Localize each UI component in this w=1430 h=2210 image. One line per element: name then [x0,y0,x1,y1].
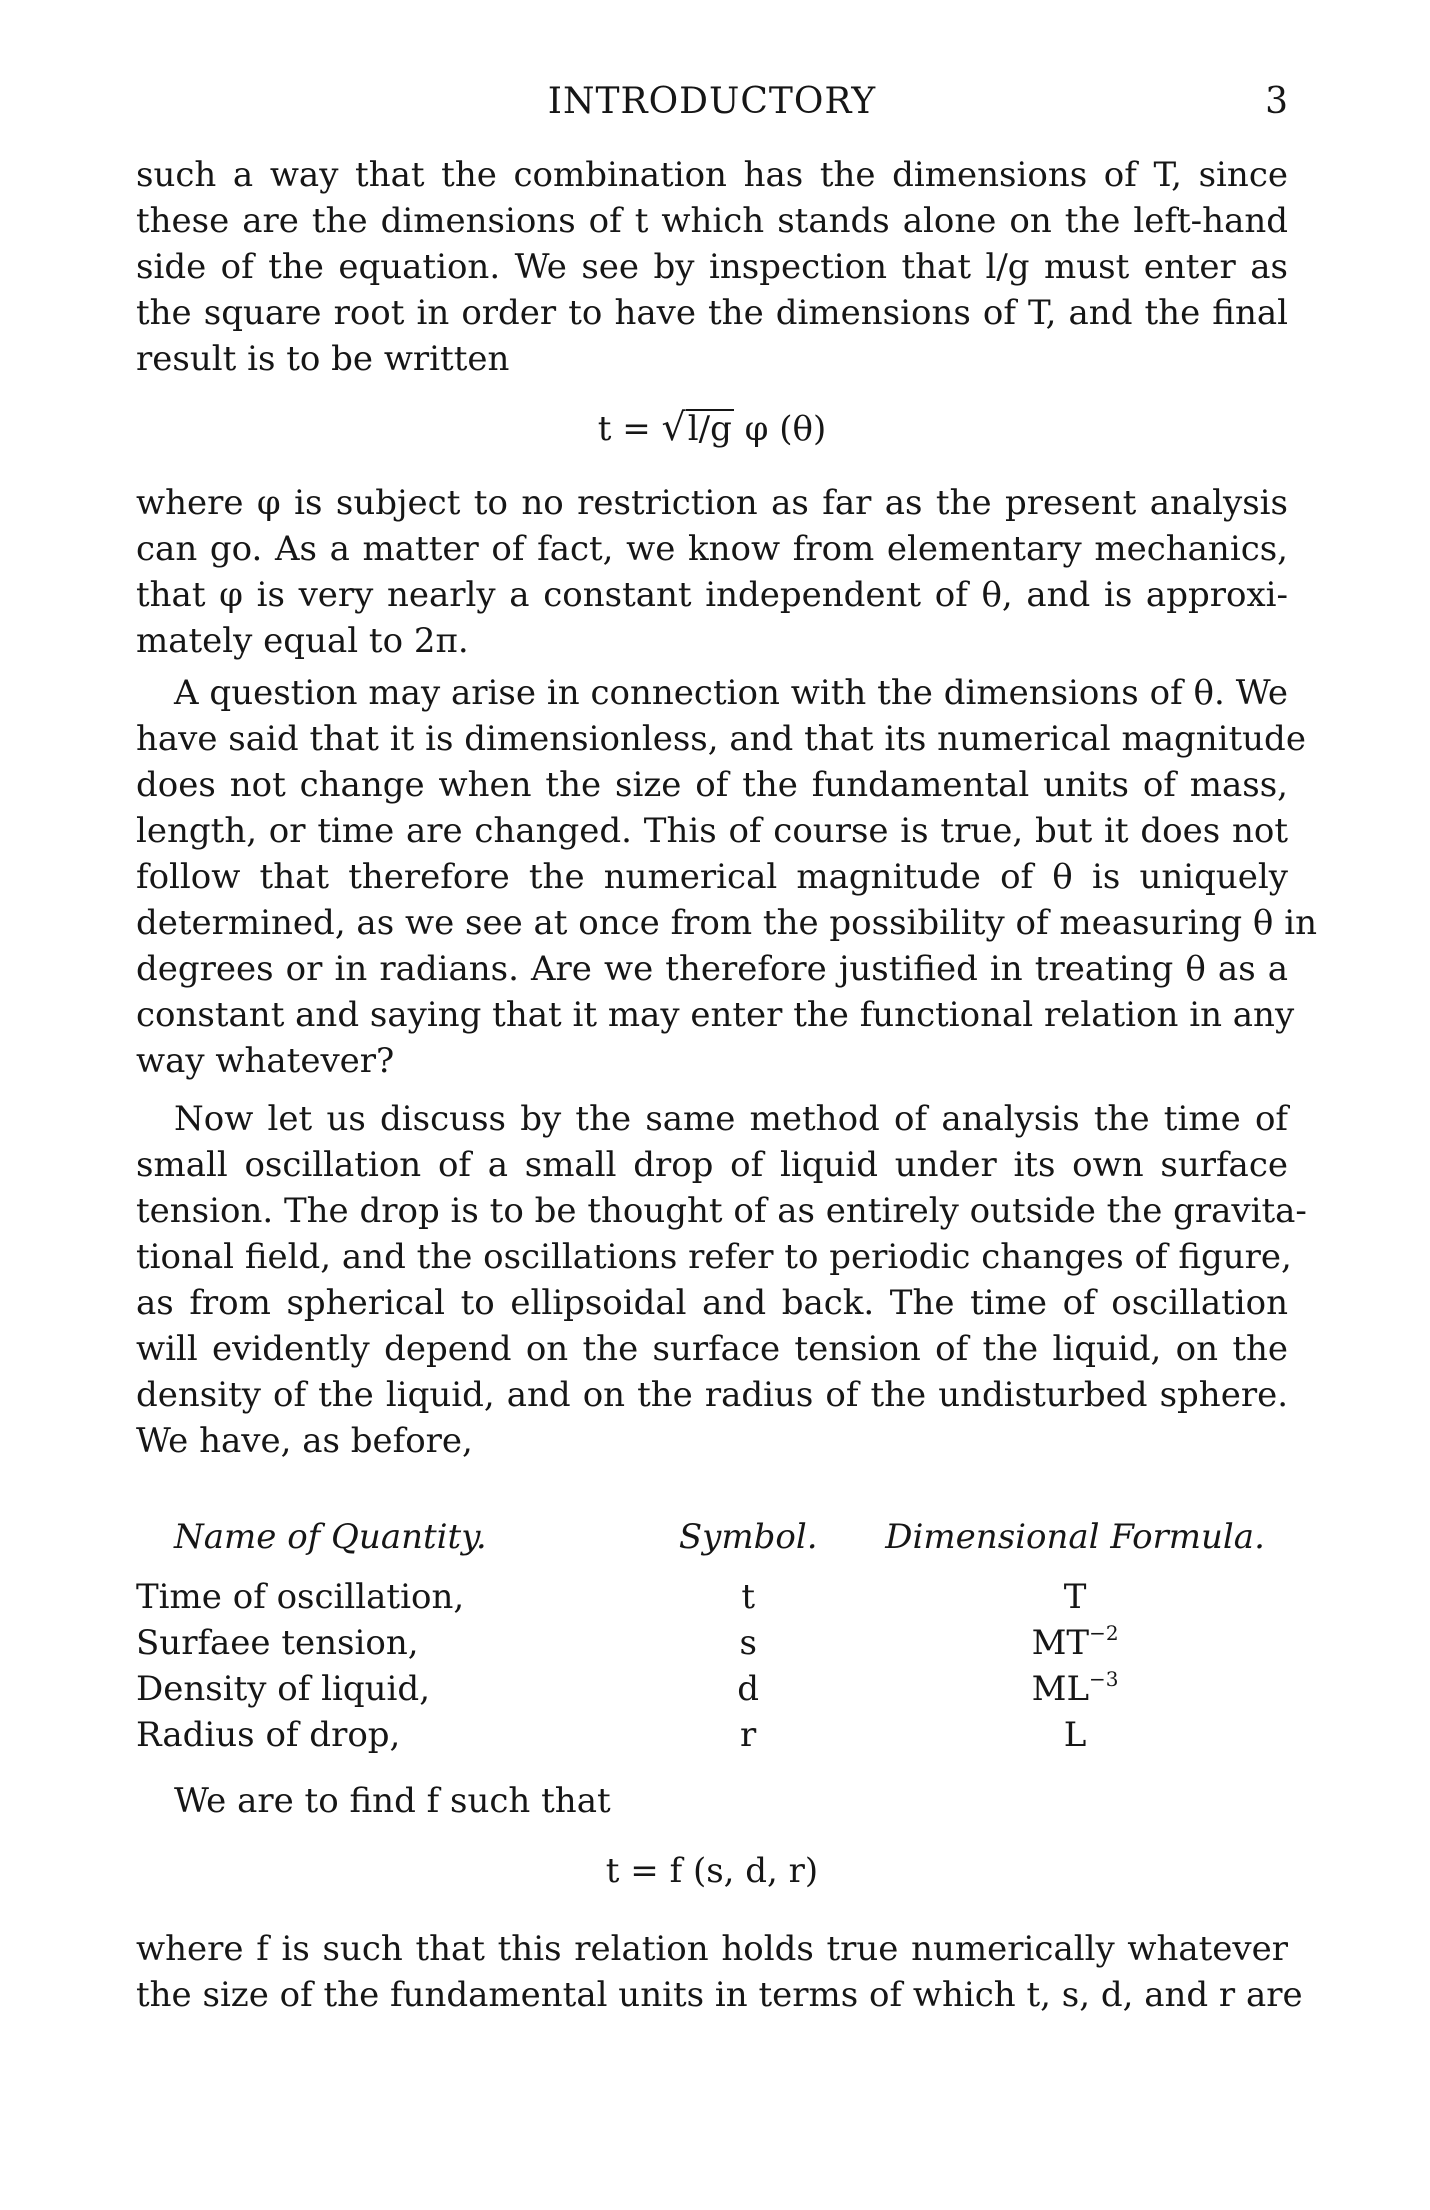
text-line: such a way that the combination has the dimensions of T, since [136,155,1288,195]
quantity-symbol: r [740,1715,757,1755]
text-line: way whatever? [136,1041,395,1081]
dimensional-formula [862,1574,1288,1620]
text-line: density of the liquid, and on the radius of the undisturbed sphere. [136,1375,1288,1415]
quantity-name: Density of liquid, [136,1669,430,1709]
radicand: l/g [687,409,732,449]
table-row [136,1574,1288,1620]
column-header-symbol: Symbol. [678,1517,818,1557]
dimensional-formula [862,1712,1288,1758]
quantity-symbol: t [741,1577,756,1617]
formula-base: MT [1031,1623,1090,1663]
text-line: degrees or in radians. Are we therefore justified in treating θ as a [136,949,1288,989]
formula-exponent: −2 [1089,1621,1119,1645]
text-line: result is to be written [136,339,510,379]
square-root [662,404,734,452]
column-header-formula: Dimensional Formula. [885,1517,1265,1557]
quantity-symbol: d [737,1669,760,1709]
quantity-name: Time of oscillation, [136,1577,465,1617]
text-line: determined, as we see at once from the possibility of measuring θ in [136,903,1317,943]
table-row [136,1712,1288,1758]
text-line: as from spherical to ellipsoidal and back. The time of oscillation [136,1283,1288,1323]
formula-exponent: −3 [1089,1667,1119,1691]
text-line: have said that it is dimensionless, and that its numerical magnitude [136,719,1306,759]
text-line: these are the dimensions of t which stands alone on the left-hand [136,201,1288,241]
dimensional-formula [862,1620,1288,1666]
text-line: that φ is very nearly a constant independent of θ, and is approxi- [136,575,1288,615]
quantity-name: Surfaee tension, [136,1623,419,1663]
text-line: where f is such that this relation holds true numerically whatever [136,1929,1288,1969]
text-line: mately equal to 2π. [136,621,469,661]
dimensional-formula [862,1666,1288,1712]
table-row [136,1620,1288,1666]
table-header-row [136,1512,1288,1574]
equation-function: t = f (s, d, r) [605,1851,819,1891]
text-line: tension. The drop is to be thought of as entirely outside the gravita- [136,1191,1307,1231]
page-number: 3 [1265,81,1288,122]
text-line: the size of the fundamental units in terms of which t, s, d, and r are [136,1975,1303,2015]
text-line: will evidently depend on the surface tension of the liquid, on the [136,1329,1288,1369]
text-line: the square root in order to have the dimensions of T, and the final [136,293,1288,333]
text-line: can go. As a matter of fact, we know from elementary mechanics, [136,529,1288,569]
text-line: We are to find f such that [174,1781,611,1821]
column-header-name: Name of Quantity. [174,1517,487,1557]
text-line: We have, as before, [136,1421,473,1461]
text-line: A question may arise in connection with the dimensions of θ. We [174,673,1288,713]
text-line: Now let us discuss by the same method of analysis the time of [174,1099,1288,1139]
running-title: INTRODUCTORY [547,81,877,122]
text-line: tional field, and the oscillations refer to periodic changes of figure, [136,1237,1292,1277]
text-line: side of the equation. We see by inspection that l/g must enter as [136,247,1288,287]
text-line: length, or time are changed. This of course is true, but it does not [136,811,1288,851]
text-line: follow that therefore the numerical magnitude of θ is uniquely [136,857,1288,897]
text-line: constant and saying that it may enter the functional relation in any [136,995,1295,1035]
table-row [136,1666,1288,1712]
equation-pendulum [136,404,1288,452]
radical-sign: √ [661,405,686,449]
equation-rhs: φ (θ) [744,409,827,449]
text-line: does not change when the size of the fundamental units of mass, [136,765,1288,805]
quantity-symbol: s [739,1623,757,1663]
text-line: small oscillation of a small drop of liquid under its own surface [136,1145,1288,1185]
equation-lhs: t = [597,409,651,449]
page-header [136,72,1288,132]
quantity-name: Radius of drop, [136,1715,401,1755]
text-line: where φ is subject to no restriction as far as the present analysis [136,483,1288,523]
formula-base: T [1063,1577,1087,1617]
formula-base: ML [1031,1669,1090,1709]
quantity-table [136,1512,1288,1758]
formula-base: L [1063,1715,1087,1755]
